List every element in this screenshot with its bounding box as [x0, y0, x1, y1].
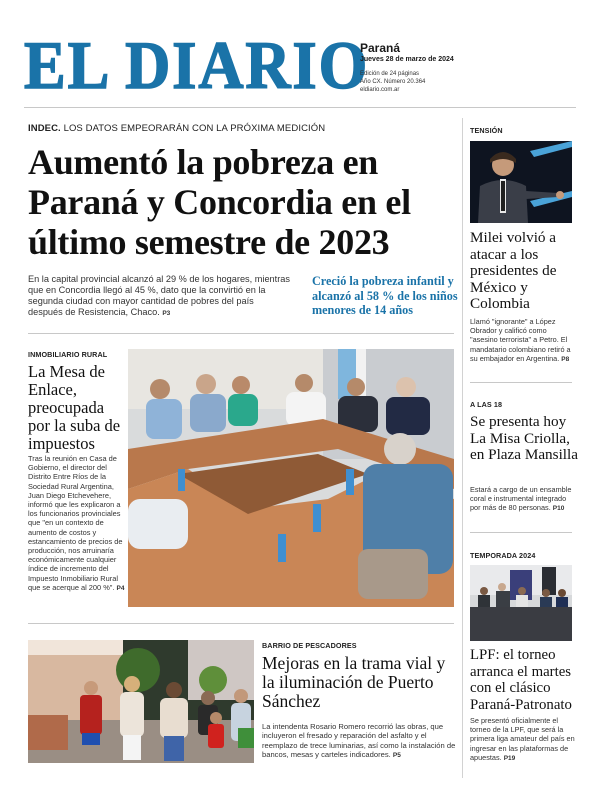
milei-summary	[470, 317, 576, 364]
milei-summary-text: Llamó "ignorante" a López Obrador y calificó como "asesino terrorista" a Petro. El mandatario colombiano retiró a su embajador en Argentina.	[470, 317, 571, 363]
rural-meeting-photo[interactable]	[128, 349, 454, 607]
edition-pages: Edición de 24 páginas	[360, 71, 420, 77]
lead-kicker-text: LOS DATOS EMPEORARÁN CON LA PRÓXIMA MEDICIÓN	[63, 123, 326, 134]
lead-summary	[28, 274, 290, 319]
misa-criolla-summary-text: Estará a cargo de un ensamble coral e instrumental integrado por más de 80 personas.	[470, 485, 572, 513]
edition-info	[360, 70, 425, 94]
section-divider	[28, 623, 454, 624]
misa-criolla-kicker: A LAS 18	[470, 400, 503, 409]
tension-kicker: TENSIÓN	[470, 126, 503, 135]
meeting-photo-image	[128, 349, 454, 607]
milei-photo[interactable]	[470, 141, 572, 223]
rural-summary	[28, 454, 130, 593]
sidebar-divider	[470, 382, 572, 383]
street-photo-image	[28, 640, 254, 763]
column-divider	[462, 118, 463, 778]
lead-summary-text: En la capital provincial alcanzó al 29 % de los hogares, mientras que en Concordia llegó al 45 %, dato que la convirtió en la segunda ciudad con mayor cantidad de pobres del país después de Resistencia, Chaco.	[28, 274, 290, 317]
pescadores-kicker: BARRIO DE PESCADORES	[262, 641, 357, 650]
lpf-headline[interactable]: LPF: el torneo arranca el martes con el clásico Paraná-Patronato	[470, 647, 572, 713]
section-divider	[28, 333, 454, 334]
lpf-page-ref: P19	[503, 754, 516, 762]
lead-headline[interactable]: Aumentó la pobreza en Paraná y Concordia en el último semestre de 2023	[28, 142, 411, 262]
sidebar-divider	[470, 532, 572, 533]
lead-kicker-source: INDEC.	[28, 123, 61, 134]
milei-photo-image	[470, 141, 572, 223]
masthead-divider	[24, 107, 576, 108]
edition-website[interactable]: eldiario.com.ar	[360, 87, 400, 93]
milei-page-ref: P8	[561, 355, 570, 363]
misa-criolla-headline[interactable]: Se presenta hoy La Misa Criolla, en Plaza Mansilla	[470, 413, 578, 463]
pescadores-headline[interactable]: Mejoras en la trama vial y la iluminación de Puerto Sánchez	[262, 653, 446, 711]
misa-criolla-summary	[470, 485, 578, 514]
pescadores-summary	[262, 722, 458, 761]
lead-pull-quote: Creció la pobreza infantil y alcanzó al 58 % de los niños menores de 14 años	[312, 274, 458, 317]
edition-date: Jueves 28 de marzo de 2024	[360, 56, 454, 63]
newspaper-logo: EL DIARIO	[24, 27, 370, 103]
milei-headline[interactable]: Milei volvió a atacar a los presidentes de México y Colombia	[470, 229, 557, 312]
lpf-summary	[470, 716, 580, 763]
rural-summary-text: Tras la reunión en Casa de Gobierno, el director del Distrito Entre Ríos de la Sociedad Rural Argentina, Juan Diego Etchevehere, informó que les explicaron a los funcionarios provinciales que "en un contexto de aumento de costos y estancamiento de precios de producción, nos arruinaría económicamente cualquier índice de incremento del Impuesto Inmobiliario Rural que se acerque al 200 %".	[28, 454, 123, 592]
lead-kicker	[28, 123, 325, 134]
lpf-photo-image	[470, 565, 572, 641]
lpf-kicker: TEMPORADA 2024	[470, 551, 536, 560]
edition-city: Paraná	[360, 41, 401, 55]
puerto-sanchez-photo[interactable]	[28, 640, 254, 763]
rural-kicker: INMOBILIARIO RURAL	[28, 350, 108, 359]
lpf-photo[interactable]	[470, 565, 572, 641]
lead-page-ref: P3	[162, 310, 171, 317]
pescadores-summary-text: La intendenta Rosario Romero recorrió las obras, que incluyeron el fresado y reparación del asfalto y el reemplazo de trece luminarias, así como la instalación de bancos, mesas y carteles indicadores.	[262, 722, 456, 760]
pescadores-page-ref: P5	[392, 752, 401, 760]
rural-page-ref: P4	[116, 584, 125, 592]
rural-headline[interactable]: La Mesa de Enlace, preocupada por la suba de impuestos	[28, 362, 121, 453]
lpf-summary-text: Se presentó oficialmente el torneo de la LPF, que será la primera liga amateur del país en ingresar en las plataformas de apuestas.	[470, 716, 575, 762]
misa-criolla-page-ref: P10	[552, 505, 565, 513]
edition-issue: Año CX. Número 20.364	[360, 79, 426, 85]
